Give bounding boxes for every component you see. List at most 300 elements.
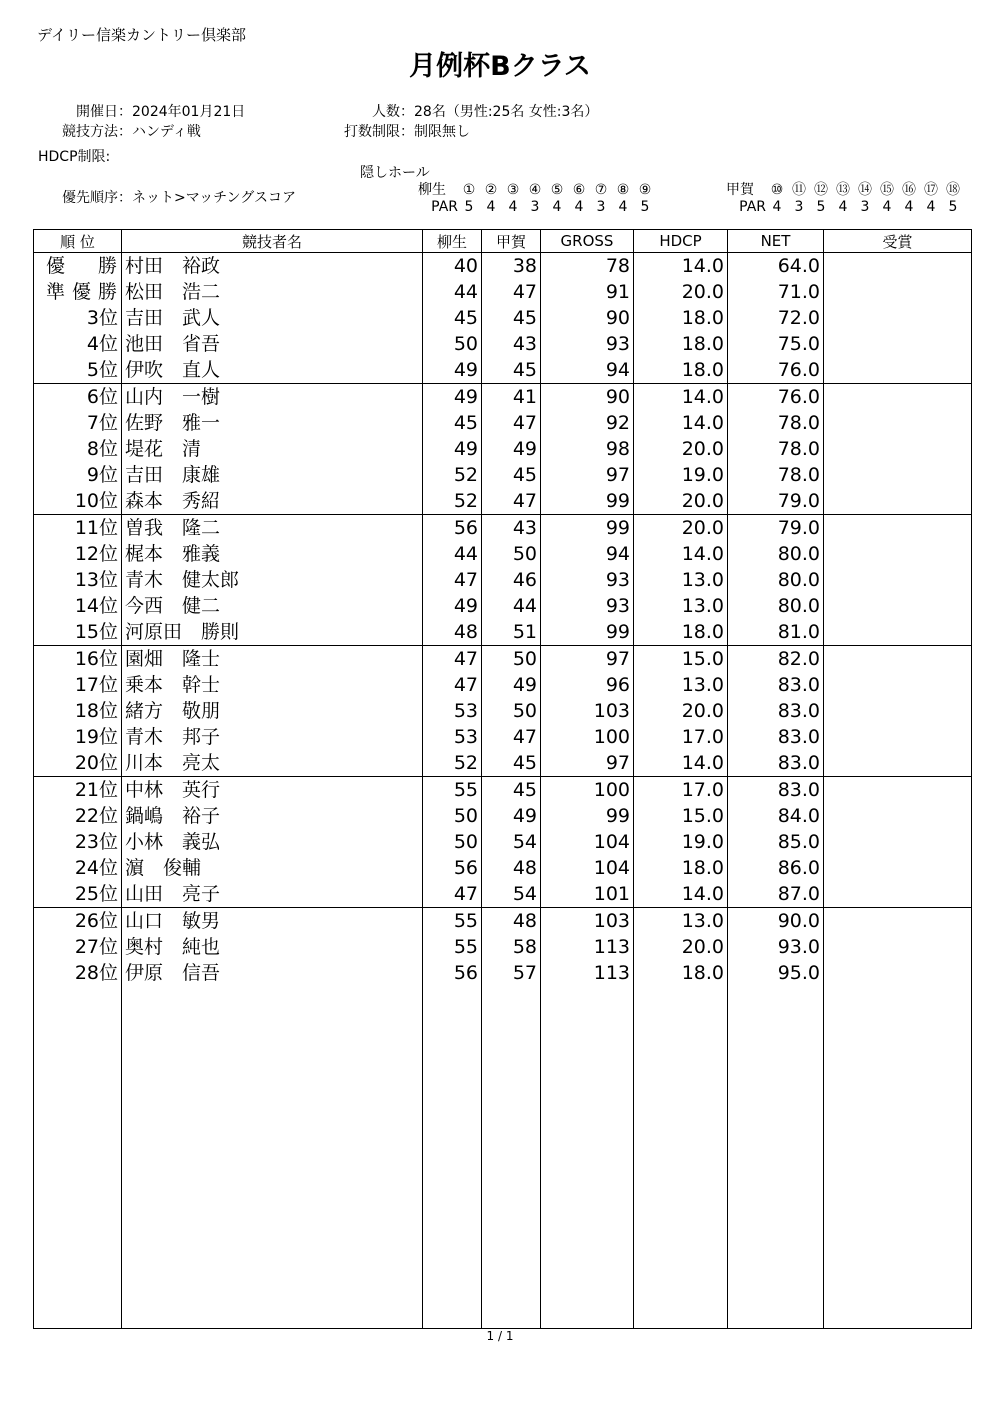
table-empty-cell xyxy=(824,986,972,1329)
table-cell-name: 伊吹 直人 xyxy=(122,357,423,384)
table-cell-rank: 12位 xyxy=(34,541,122,567)
table-cell-name: 青木 邦子 xyxy=(122,724,423,750)
table-cell-gross: 99 xyxy=(541,488,634,515)
table-cell-award xyxy=(824,253,972,280)
method-value: ハンディ戦 xyxy=(132,124,201,140)
table-cell-hdcp: 13.0 xyxy=(634,672,728,698)
par-value: 5 xyxy=(464,199,474,215)
table-cell-out: 49 xyxy=(423,593,482,619)
table-cell-rank: 5位 xyxy=(34,357,122,384)
table-cell-net: 85.0 xyxy=(728,829,824,855)
table-cell-hdcp: 14.0 xyxy=(634,881,728,908)
table-cell-out: 50 xyxy=(423,829,482,855)
table-empty-cell xyxy=(122,986,423,1329)
table-empty-cell xyxy=(634,986,728,1329)
table-cell-hdcp: 18.0 xyxy=(634,331,728,357)
hole-number: ⑭ xyxy=(858,182,872,198)
header-gross: GROSS xyxy=(541,230,634,253)
table-cell-rank: 15位 xyxy=(34,619,122,646)
hole-number: ④ xyxy=(528,182,542,198)
table-cell-in: 44 xyxy=(482,593,541,619)
table-row xyxy=(34,750,972,777)
table-cell-rank: 優 勝 xyxy=(34,253,122,280)
table-cell-award xyxy=(824,410,972,436)
table-cell-in: 50 xyxy=(482,541,541,567)
table-row xyxy=(34,803,972,829)
table-cell-name: 山内 一樹 xyxy=(122,384,423,411)
table-cell-name: 村田 裕政 xyxy=(122,253,423,280)
table-cell-rank: 23位 xyxy=(34,829,122,855)
in-par-label: PAR xyxy=(739,199,766,215)
table-cell-in: 49 xyxy=(482,803,541,829)
table-cell-name: 青木 健太郎 xyxy=(122,567,423,593)
table-cell-rank: 16位 xyxy=(34,646,122,673)
table-cell-name: 堤花 清 xyxy=(122,436,423,462)
table-cell-out: 40 xyxy=(423,253,482,280)
table-cell-rank: 9位 xyxy=(34,462,122,488)
table-cell-net: 80.0 xyxy=(728,541,824,567)
table-cell-hdcp: 14.0 xyxy=(634,541,728,567)
table-row xyxy=(34,777,972,804)
table-cell-out: 55 xyxy=(423,934,482,960)
hole-number: ⑧ xyxy=(616,182,630,198)
par-value: 3 xyxy=(596,199,606,215)
table-cell-out: 45 xyxy=(423,305,482,331)
table-body xyxy=(34,253,972,1329)
table-cell-net: 79.0 xyxy=(728,515,824,542)
table-row xyxy=(34,305,972,331)
hidden-holes-in xyxy=(726,179,964,215)
table-cell-hdcp: 15.0 xyxy=(634,646,728,673)
table-cell-net: 80.0 xyxy=(728,593,824,619)
table-row xyxy=(34,436,972,462)
table-cell-rank: 27位 xyxy=(34,934,122,960)
table-cell-award xyxy=(824,803,972,829)
table-cell-rank: 28位 xyxy=(34,960,122,986)
info-stroke-limit xyxy=(300,121,470,141)
hole-number: ⑰ xyxy=(924,182,938,198)
table-cell-award xyxy=(824,881,972,908)
table-cell-award xyxy=(824,488,972,515)
table-cell-net: 71.0 xyxy=(728,279,824,305)
table-cell-rank: 8位 xyxy=(34,436,122,462)
table-cell-name: 吉田 康雄 xyxy=(122,462,423,488)
table-cell-in: 50 xyxy=(482,698,541,724)
table-cell-in: 41 xyxy=(482,384,541,411)
table-cell-hdcp: 18.0 xyxy=(634,305,728,331)
header-award: 受賞 xyxy=(824,230,972,253)
table-cell-hdcp: 20.0 xyxy=(634,488,728,515)
table-row xyxy=(34,829,972,855)
table-cell-hdcp: 14.0 xyxy=(634,410,728,436)
table-cell-net: 79.0 xyxy=(728,488,824,515)
table-cell-gross: 94 xyxy=(541,541,634,567)
table-cell-name: 曽我 隆二 xyxy=(122,515,423,542)
table-cell-award xyxy=(824,436,972,462)
count-value: 28名（男性:25名 女性:3名） xyxy=(414,104,599,120)
table-cell-out: 56 xyxy=(423,960,482,986)
hidden-hole-label: 隠しホール xyxy=(360,165,430,181)
table-row xyxy=(34,855,972,881)
page-title: 月例杯Bクラス xyxy=(409,51,591,82)
table-cell-hdcp: 20.0 xyxy=(634,698,728,724)
par-value: 3 xyxy=(860,199,870,215)
table-cell-hdcp: 17.0 xyxy=(634,777,728,804)
table-cell-out: 47 xyxy=(423,646,482,673)
table-cell-award xyxy=(824,646,972,673)
table-row xyxy=(34,384,972,411)
header-hdcp: HDCP xyxy=(634,230,728,253)
in-course-name: 甲賀 xyxy=(726,182,754,198)
date-label: 開催日 xyxy=(76,104,118,120)
table-cell-name: 今西 健二 xyxy=(122,593,423,619)
table-cell-in: 47 xyxy=(482,488,541,515)
table-cell-in: 45 xyxy=(482,777,541,804)
table-empty-cell xyxy=(541,986,634,1329)
table-cell-in: 47 xyxy=(482,724,541,750)
hole-number: ⑱ xyxy=(946,182,960,198)
table-cell-gross: 97 xyxy=(541,462,634,488)
table-cell-hdcp: 20.0 xyxy=(634,515,728,542)
stroke-value: 制限無し xyxy=(414,124,470,140)
table-cell-out: 44 xyxy=(423,541,482,567)
table-cell-in: 43 xyxy=(482,515,541,542)
table-cell-hdcp: 14.0 xyxy=(634,253,728,280)
table-row xyxy=(34,619,972,646)
table-cell-net: 78.0 xyxy=(728,462,824,488)
table-cell-name: 山田 亮子 xyxy=(122,881,423,908)
par-value: 5 xyxy=(640,199,650,215)
table-cell-gross: 90 xyxy=(541,305,634,331)
table-cell-hdcp: 19.0 xyxy=(634,462,728,488)
hole-number: ③ xyxy=(506,182,520,198)
table-cell-net: 86.0 xyxy=(728,855,824,881)
out-pars xyxy=(418,199,656,215)
hole-number: ⑩ xyxy=(770,182,784,198)
table-cell-hdcp: 15.0 xyxy=(634,803,728,829)
par-value: 5 xyxy=(816,199,826,215)
table-cell-hdcp: 20.0 xyxy=(634,279,728,305)
table-cell-out: 56 xyxy=(423,515,482,542)
table-cell-net: 80.0 xyxy=(728,567,824,593)
table-cell-gross: 99 xyxy=(541,619,634,646)
table-cell-in: 38 xyxy=(482,253,541,280)
table-cell-out: 52 xyxy=(423,462,482,488)
table-cell-name: 伊原 信吾 xyxy=(122,960,423,986)
table-row xyxy=(34,960,972,986)
out-par-label: PAR xyxy=(431,199,458,215)
table-cell-in: 46 xyxy=(482,567,541,593)
table-cell-rank: 21位 xyxy=(34,777,122,804)
table-row xyxy=(34,541,972,567)
table-cell-hdcp: 18.0 xyxy=(634,960,728,986)
table-cell-net: 83.0 xyxy=(728,724,824,750)
table-cell-award xyxy=(824,279,972,305)
table-cell-award xyxy=(824,934,972,960)
table-cell-gross: 99 xyxy=(541,515,634,542)
table-cell-out: 47 xyxy=(423,672,482,698)
hole-number: ⑥ xyxy=(572,182,586,198)
table-cell-gross: 113 xyxy=(541,960,634,986)
table-cell-out: 55 xyxy=(423,777,482,804)
table-row xyxy=(34,934,972,960)
table-cell-in: 45 xyxy=(482,357,541,384)
method-label: 競技方法 xyxy=(62,124,118,140)
par-value: 4 xyxy=(838,199,848,215)
table-cell-out: 50 xyxy=(423,331,482,357)
table-cell-hdcp: 18.0 xyxy=(634,855,728,881)
header-net: NET xyxy=(728,230,824,253)
par-value: 4 xyxy=(904,199,914,215)
table-cell-name: 中林 英行 xyxy=(122,777,423,804)
table-cell-in: 51 xyxy=(482,619,541,646)
table-cell-name: 濵 俊輔 xyxy=(122,855,423,881)
hole-number: ⑦ xyxy=(594,182,608,198)
table-cell-gross: 99 xyxy=(541,803,634,829)
table-cell-name: 緒方 敬朋 xyxy=(122,698,423,724)
table-row xyxy=(34,515,972,542)
table-row xyxy=(34,646,972,673)
priority-label: 優先順序 xyxy=(62,190,118,206)
table-cell-in: 49 xyxy=(482,672,541,698)
table-cell-net: 83.0 xyxy=(728,777,824,804)
count-label: 人数 xyxy=(372,104,400,120)
table-cell-in: 45 xyxy=(482,305,541,331)
table-cell-hdcp: 18.0 xyxy=(634,619,728,646)
table-empty-cell xyxy=(423,986,482,1329)
par-value: 4 xyxy=(574,199,584,215)
table-cell-gross: 103 xyxy=(541,698,634,724)
table-cell-out: 53 xyxy=(423,698,482,724)
table-cell-name: 小林 義弘 xyxy=(122,829,423,855)
table-row xyxy=(34,593,972,619)
table-cell-out: 44 xyxy=(423,279,482,305)
priority-sep: ： xyxy=(118,190,132,206)
table-cell-hdcp: 13.0 xyxy=(634,567,728,593)
table-cell-name: 梶本 雅義 xyxy=(122,541,423,567)
table-cell-award xyxy=(824,698,972,724)
table-cell-rank: 13位 xyxy=(34,567,122,593)
header-name: 競技者名 xyxy=(122,230,423,253)
par-value: 4 xyxy=(552,199,562,215)
table-cell-out: 45 xyxy=(423,410,482,436)
table-cell-rank: 6位 xyxy=(34,384,122,411)
table-cell-rank: 3位 xyxy=(34,305,122,331)
table-cell-hdcp: 14.0 xyxy=(634,750,728,777)
table-cell-gross: 90 xyxy=(541,384,634,411)
table-cell-out: 49 xyxy=(423,357,482,384)
table-cell-rank: 11位 xyxy=(34,515,122,542)
table-cell-gross: 78 xyxy=(541,253,634,280)
table-cell-gross: 104 xyxy=(541,829,634,855)
table-header-row xyxy=(34,230,972,253)
table-cell-name: 川本 亮太 xyxy=(122,750,423,777)
hidden-holes-out xyxy=(418,179,656,215)
table-cell-award xyxy=(824,357,972,384)
table-empty-cell xyxy=(34,986,122,1329)
par-value: 4 xyxy=(486,199,496,215)
table-cell-rank: 19位 xyxy=(34,724,122,750)
hole-number: ⑤ xyxy=(550,182,564,198)
table-cell-gross: 104 xyxy=(541,855,634,881)
table-cell-rank: 24位 xyxy=(34,855,122,881)
table-cell-net: 90.0 xyxy=(728,908,824,935)
table-cell-gross: 103 xyxy=(541,908,634,935)
table-cell-net: 83.0 xyxy=(728,698,824,724)
header-out: 柳生 xyxy=(423,230,482,253)
table-row xyxy=(34,279,972,305)
table-cell-in: 47 xyxy=(482,410,541,436)
table-empty-area xyxy=(34,986,972,1329)
table-cell-award xyxy=(824,331,972,357)
hole-number: ⑮ xyxy=(880,182,894,198)
table-cell-hdcp: 13.0 xyxy=(634,593,728,619)
table-cell-award xyxy=(824,567,972,593)
table-cell-out: 49 xyxy=(423,384,482,411)
table-empty-cell xyxy=(728,986,824,1329)
table-cell-hdcp: 14.0 xyxy=(634,384,728,411)
table-cell-net: 75.0 xyxy=(728,331,824,357)
par-value: 4 xyxy=(772,199,782,215)
table-cell-net: 76.0 xyxy=(728,357,824,384)
table-cell-net: 84.0 xyxy=(728,803,824,829)
table-cell-name: 乗本 幹士 xyxy=(122,672,423,698)
out-hole-numbers xyxy=(418,179,656,199)
header-in: 甲賀 xyxy=(482,230,541,253)
table-cell-in: 58 xyxy=(482,934,541,960)
table-cell-name: 奥村 純也 xyxy=(122,934,423,960)
table-cell-net: 78.0 xyxy=(728,436,824,462)
table-cell-gross: 97 xyxy=(541,646,634,673)
table-cell-in: 54 xyxy=(482,881,541,908)
table-cell-in: 48 xyxy=(482,855,541,881)
table-cell-net: 78.0 xyxy=(728,410,824,436)
table-cell-award xyxy=(824,541,972,567)
table-cell-gross: 92 xyxy=(541,410,634,436)
table-cell-net: 82.0 xyxy=(728,646,824,673)
table-cell-gross: 91 xyxy=(541,279,634,305)
table-cell-award xyxy=(824,384,972,411)
date-sep: ： xyxy=(118,104,132,120)
table-cell-name: 佐野 雅一 xyxy=(122,410,423,436)
table-cell-net: 83.0 xyxy=(728,750,824,777)
table-cell-hdcp: 20.0 xyxy=(634,436,728,462)
table-cell-award xyxy=(824,855,972,881)
table-cell-rank: 10位 xyxy=(34,488,122,515)
hole-number: ① xyxy=(462,182,476,198)
table-cell-net: 83.0 xyxy=(728,672,824,698)
table-cell-rank: 準優勝 xyxy=(34,279,122,305)
table-row xyxy=(34,253,972,280)
table-cell-rank: 14位 xyxy=(34,593,122,619)
table-cell-rank: 18位 xyxy=(34,698,122,724)
table-row xyxy=(34,881,972,908)
table-cell-in: 54 xyxy=(482,829,541,855)
table-empty-cell xyxy=(482,986,541,1329)
info-date xyxy=(40,101,245,121)
table-cell-name: 鍋嶋 裕子 xyxy=(122,803,423,829)
info-method xyxy=(40,121,201,141)
hdcp-limit-label: HDCP制限: xyxy=(38,149,111,165)
table-cell-name: 園畑 隆士 xyxy=(122,646,423,673)
table-cell-gross: 98 xyxy=(541,436,634,462)
table-cell-award xyxy=(824,960,972,986)
table-cell-rank: 7位 xyxy=(34,410,122,436)
table-cell-hdcp: 18.0 xyxy=(634,357,728,384)
table-cell-award xyxy=(824,515,972,542)
hole-number: ② xyxy=(484,182,498,198)
table-cell-out: 52 xyxy=(423,750,482,777)
table-cell-gross: 93 xyxy=(541,593,634,619)
table-cell-award xyxy=(824,750,972,777)
table-cell-gross: 101 xyxy=(541,881,634,908)
table-cell-rank: 22位 xyxy=(34,803,122,829)
club-name: デイリー信楽カントリー倶楽部 xyxy=(37,26,246,44)
table-cell-name: 山口 敏男 xyxy=(122,908,423,935)
table-cell-rank: 20位 xyxy=(34,750,122,777)
table-cell-net: 93.0 xyxy=(728,934,824,960)
results-table xyxy=(33,229,972,1329)
table-cell-net: 87.0 xyxy=(728,881,824,908)
table-cell-award xyxy=(824,724,972,750)
table-row xyxy=(34,410,972,436)
table-cell-award xyxy=(824,619,972,646)
table-cell-gross: 100 xyxy=(541,777,634,804)
table-cell-out: 49 xyxy=(423,436,482,462)
table-cell-rank: 4位 xyxy=(34,331,122,357)
par-value: 4 xyxy=(926,199,936,215)
table-cell-out: 56 xyxy=(423,855,482,881)
table-cell-rank: 26位 xyxy=(34,908,122,935)
table-row xyxy=(34,698,972,724)
table-row xyxy=(34,908,972,935)
table-cell-out: 47 xyxy=(423,567,482,593)
table-cell-hdcp: 17.0 xyxy=(634,724,728,750)
table-cell-hdcp: 19.0 xyxy=(634,829,728,855)
table-cell-net: 81.0 xyxy=(728,619,824,646)
table-cell-net: 95.0 xyxy=(728,960,824,986)
par-value: 3 xyxy=(530,199,540,215)
table-row xyxy=(34,462,972,488)
table-cell-out: 47 xyxy=(423,881,482,908)
table-cell-out: 53 xyxy=(423,724,482,750)
table-cell-net: 72.0 xyxy=(728,305,824,331)
table-cell-in: 50 xyxy=(482,646,541,673)
table-cell-gross: 113 xyxy=(541,934,634,960)
par-value: 5 xyxy=(948,199,958,215)
table-cell-award xyxy=(824,305,972,331)
header-rank: 順 位 xyxy=(34,230,122,253)
in-hole-numbers xyxy=(726,179,964,199)
table-cell-in: 45 xyxy=(482,750,541,777)
method-sep: ： xyxy=(118,124,132,140)
table-cell-name: 河原田 勝則 xyxy=(122,619,423,646)
table-cell-award xyxy=(824,829,972,855)
table-row xyxy=(34,672,972,698)
hole-number: ⑪ xyxy=(792,182,806,198)
hole-number: ⑯ xyxy=(902,182,916,198)
table-row xyxy=(34,357,972,384)
table-cell-gross: 97 xyxy=(541,750,634,777)
table-row xyxy=(34,331,972,357)
table-row xyxy=(34,724,972,750)
table-cell-in: 49 xyxy=(482,436,541,462)
table-row xyxy=(34,488,972,515)
priority-value: ネット>マッチングスコア xyxy=(132,190,297,206)
par-value: 4 xyxy=(882,199,892,215)
stroke-sep: ： xyxy=(400,124,414,140)
par-value: 4 xyxy=(508,199,518,215)
